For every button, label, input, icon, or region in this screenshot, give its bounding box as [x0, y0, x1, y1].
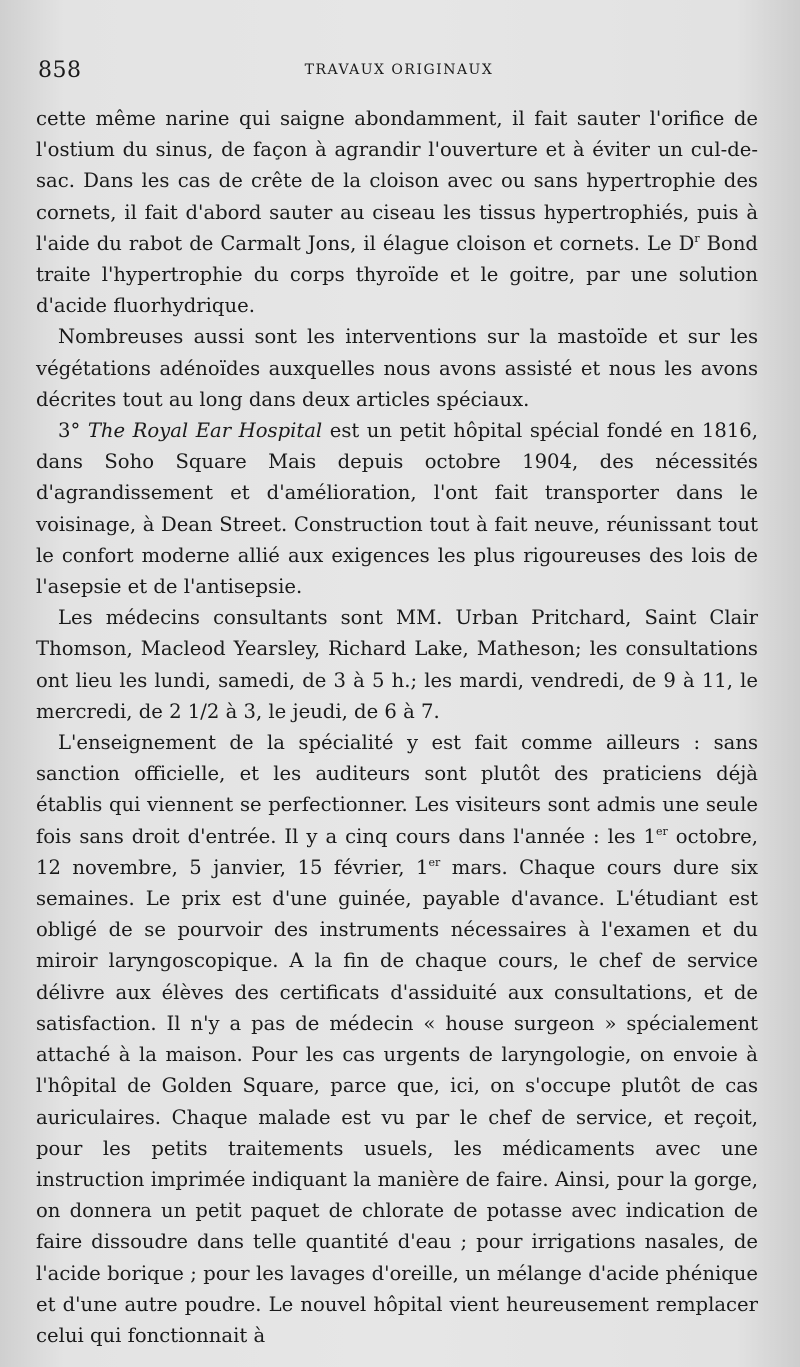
page-header	[38, 58, 760, 88]
paragraph-1-text: cette même narine qui saigne abondamment, il fait sauter l'orifice de l'ostium du sinus, de façon à agrandir l'ouverture et à éviter un cul-de-sac. Dans les cas de crête de la cloison avec ou sans hypertrophie des cornets, il fait d'abord sauter au ciseau les tissus hypertrophiés, puis à l'aide du rabot de Carmalt Jons, il élague cloison et cornets. Le D	[36, 107, 758, 255]
page-number: 858	[38, 58, 82, 83]
superscript-er-1: er	[656, 824, 668, 838]
paragraph-4: Les médecins consultants sont MM. Urban Pritchard, Saint Clair Thomson, Macleod Yearsley, Richard Lake, Matheson; les consultations ont lieu les lundi, samedi, de 3 à 5 h.; les mardi, vendredi, de 9 à 11, le mercredi, de 2 1/2 à 3, le jeudi, de 6 à 7.	[36, 606, 758, 723]
superscript-r: r	[694, 231, 700, 245]
paragraph-5-text-b: octobre, 12 novembre, 5 janvier, 15 février, 1	[36, 824, 758, 879]
running-head: TRAVAUX ORIGINAUX	[304, 62, 494, 78]
paragraph-5-text-a: L'enseignement de la spécialité y est fait comme ailleurs : sans sanction officielle, et les auditeurs sont plutôt des praticiens déjà établis qui viennent se perfectionner. Les visiteurs sont admis une seule fois sans droit d'entrée. Il y a cinq cours dans l'année : les 1	[36, 731, 758, 848]
paragraph-5	[36, 727, 758, 1351]
paragraph-1-text-end: Bond traite l'hypertrophie du corps thyroïde et le goitre, par une solution d'acide fluorhydrique.	[36, 231, 758, 318]
paragraph-3-text: est un petit hôpital spécial fondé en 1816, dans Soho Square Mais depuis octobre 1904, des nécessités d'agrandissement et d'amélioration, l'ont fait transporter dans le voisinage, à Dean Street. Construction tout à fait neuve, réunissant tout le confort moderne allié aux exigences les plus rigoureuses des lois de l'asepsie et de l'antisepsie.	[36, 419, 758, 599]
body-text	[36, 103, 758, 1351]
paragraph-2: Nombreuses aussi sont les interventions sur la mastoïde et sur les végétations adénoïdes auxquelles nous avons assisté et nous les avons décrites tout au long dans deux articles spéciaux.	[36, 325, 758, 411]
hospital-name: The Royal Ear Hospital	[87, 419, 323, 443]
paragraph-3-number: 3°	[58, 419, 88, 443]
paragraph-3	[36, 415, 758, 602]
paragraph-1	[36, 103, 758, 321]
superscript-er-2: er	[428, 855, 441, 869]
paragraph-5-text-c: mars. Chaque cours dure six semaines. Le prix est d'une guinée, payable d'avance. L'étudiant est obligé de se pourvoir des instruments nécessaires à l'examen et du miroir laryngoscopique. A la fin de chaque cours, le chef de service délivre aux élèves des certificats d'assiduité aux consultations, et de satisfaction. Il n'y a pas de médecin « house surgeon » spécialement attaché à la maison. Pour les cas urgents de laryngologie, on envoie à l'hôpital de Golden Square, parce que, ici, on s'occupe plutôt de cas auriculaires. Chaque malade est vu par le chef de service, et reçoit, pour les petits traitements usuels, les médicaments avec une instruction imprimée indiquant la manière de faire. Ainsi, pour la gorge, on donnera un petit paquet de chlorate de potasse avec indication de faire dissoudre dans telle quantité d'eau ; pour irrigations nasales, de l'acide borique ; pour les lavages d'oreille, un mélange d'acide phénique et d'une autre poudre. Le nouvel hôpital vient heureusement remplacer celui qui fonctionnait à	[36, 855, 758, 1347]
